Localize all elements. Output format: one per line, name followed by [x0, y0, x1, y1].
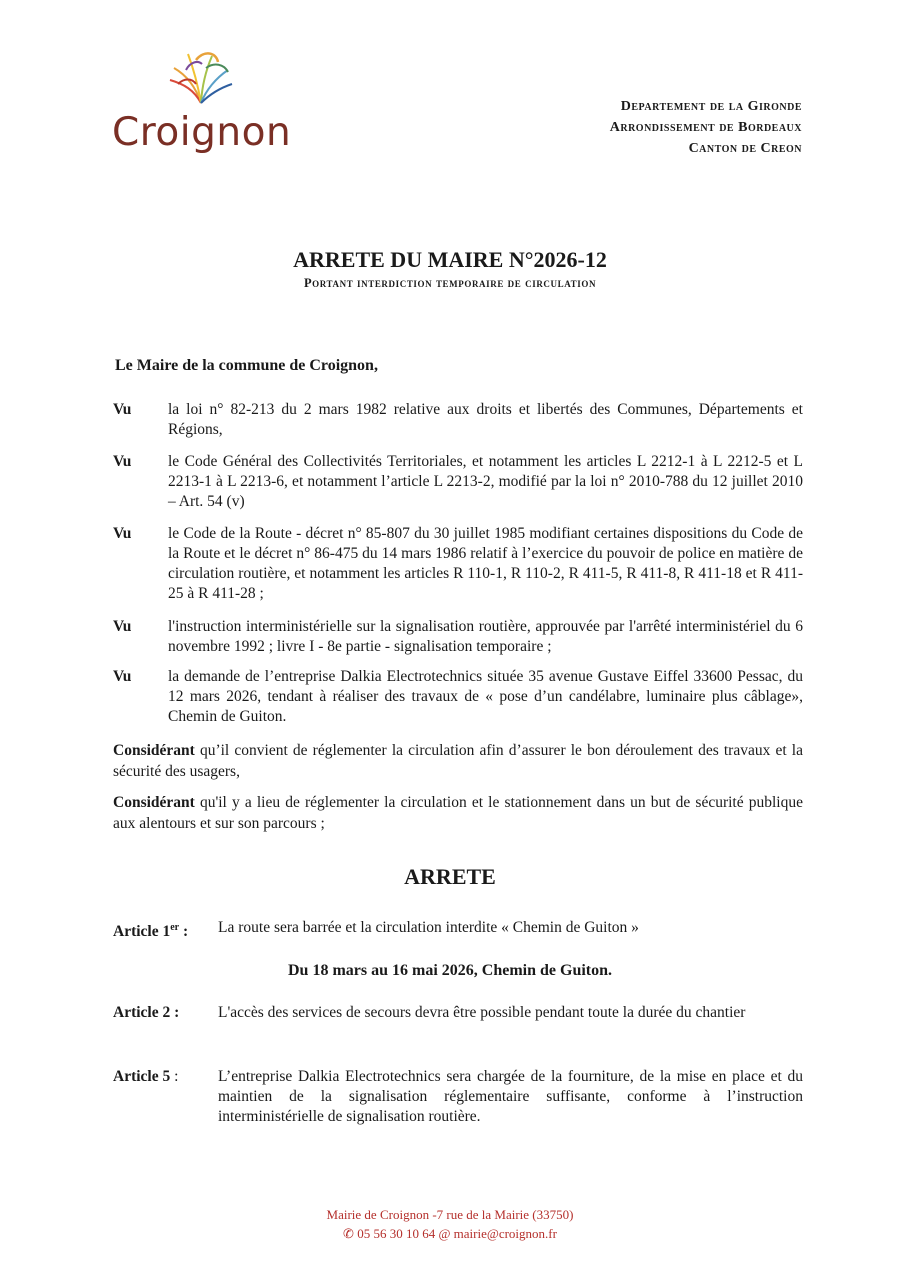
- closure-dates: Du 18 mars au 16 mai 2026, Chemin de Guiton.: [287, 962, 613, 979]
- vu-item: [113, 524, 803, 604]
- decree-title: ARRETE DU MAIRE N°2026-12: [293, 247, 607, 272]
- sunburst-emblem-icon: [166, 48, 236, 110]
- article-2: [113, 1003, 803, 1023]
- administrative-header: [610, 96, 802, 159]
- footer-email: @ mairie@croignon.fr: [438, 1226, 557, 1241]
- article-text: La route sera barrée et la circulation interdite « Chemin de Guiton »: [218, 919, 639, 936]
- admin-line-department: Departement de la Gironde: [620, 99, 802, 114]
- footer-address: Mairie de Croignon -7 rue de la Mairie (33750): [326, 1207, 574, 1222]
- admin-line-arrondissement: Arrondissement de Bordeaux: [609, 120, 802, 135]
- vu-text: la loi n° 82-213 du 2 mars 1982 relative aux droits et libertés des Communes, Départements et Régions,: [168, 401, 803, 438]
- vu-label: Vu: [113, 453, 132, 470]
- considerant-paragraph: [113, 740, 803, 782]
- article-label: Article 5 :: [113, 1068, 179, 1085]
- footer-contact: [0, 1226, 900, 1242]
- vu-item: [113, 617, 803, 657]
- vu-item: [113, 400, 803, 440]
- considerant-text: qu’il convient de réglementer la circulation afin d’assurer le bon déroulement des travaux et la sécurité des usagers,: [113, 742, 803, 780]
- mayor-intro: Le Maire de la commune de Croignon,: [115, 357, 378, 374]
- admin-line-canton: Canton de Creon: [688, 141, 802, 156]
- considerant-text: qu'il y a lieu de réglementer la circulation et le stationnement dans un but de sécurité publique aux alentours et sur son parcours ;: [113, 794, 803, 832]
- article-label: Article 1er :: [113, 922, 189, 941]
- article-text: L’entreprise Dalkia Electrotechnics sera chargée de la fourniture, de la mise en place et du maintien de la signalisation réglementaire suffisante, conforme à l’instruction interministérielle de signalisation routière.: [218, 1068, 803, 1125]
- vu-label: Vu: [113, 668, 132, 685]
- vu-text: la demande de l’entreprise Dalkia Electrotechnics située 35 avenue Gustave Eiffel 33600 Pessac, du 12 mars 2026, tendant à réaliser des travaux de « pose d’un candélabre, luminaire plus câblage», Chemin de Guiton.: [168, 668, 803, 725]
- vu-label: Vu: [113, 401, 132, 418]
- article-label: Article 2 :: [113, 1004, 180, 1021]
- vu-item: [113, 452, 803, 512]
- considerant-label: Considérant: [113, 794, 195, 811]
- considerant-paragraph: [113, 792, 803, 834]
- logo-wordmark: Croignon: [112, 110, 292, 155]
- phone-icon: ✆: [343, 1226, 354, 1241]
- vu-item: [113, 667, 803, 727]
- footer-phone: 05 56 30 10 64: [357, 1226, 436, 1241]
- vu-text: l'instruction interministérielle sur la signalisation routière, approuvée par l'arrêté interministériel du 6 novembre 1992 ; livre I - 8e partie - signalisation temporaire ;: [168, 618, 803, 655]
- article-1: [113, 918, 803, 941]
- article-text: L'accès des services de secours devra être possible pendant toute la durée du chantier: [218, 1004, 746, 1021]
- arrete-heading: ARRETE: [404, 864, 496, 889]
- considerant-label: Considérant: [113, 742, 195, 759]
- vu-label: Vu: [113, 618, 132, 635]
- croignon-logo: [110, 48, 290, 168]
- article-5: [113, 1067, 803, 1127]
- vu-text: le Code de la Route - décret n° 85-807 du 30 juillet 1985 modifiant certaines dispositions du Code de la Route et le décret n° 86-475 du 14 mars 1986 relatif à l’exercice du pouvoir de police en matière de circulation routière, et notamment les articles R 110-1, R 110-2, R 411-5, R 411-8, R 411-18 et R 411-25 à R 411-28 ;: [168, 525, 803, 602]
- vu-label: Vu: [113, 525, 132, 542]
- vu-text: le Code Général des Collectivités Territoriales, et notamment les articles L 2212-1 à L 2212-5 et L 2213-1 à L 2213-6, et notamment l’article L 2213-2, modifié par la loi n° 2010-788 du 12 juillet 2010 – Art. 54 (v): [168, 453, 803, 510]
- decree-subtitle: Portant interdiction temporaire de circulation: [303, 276, 597, 290]
